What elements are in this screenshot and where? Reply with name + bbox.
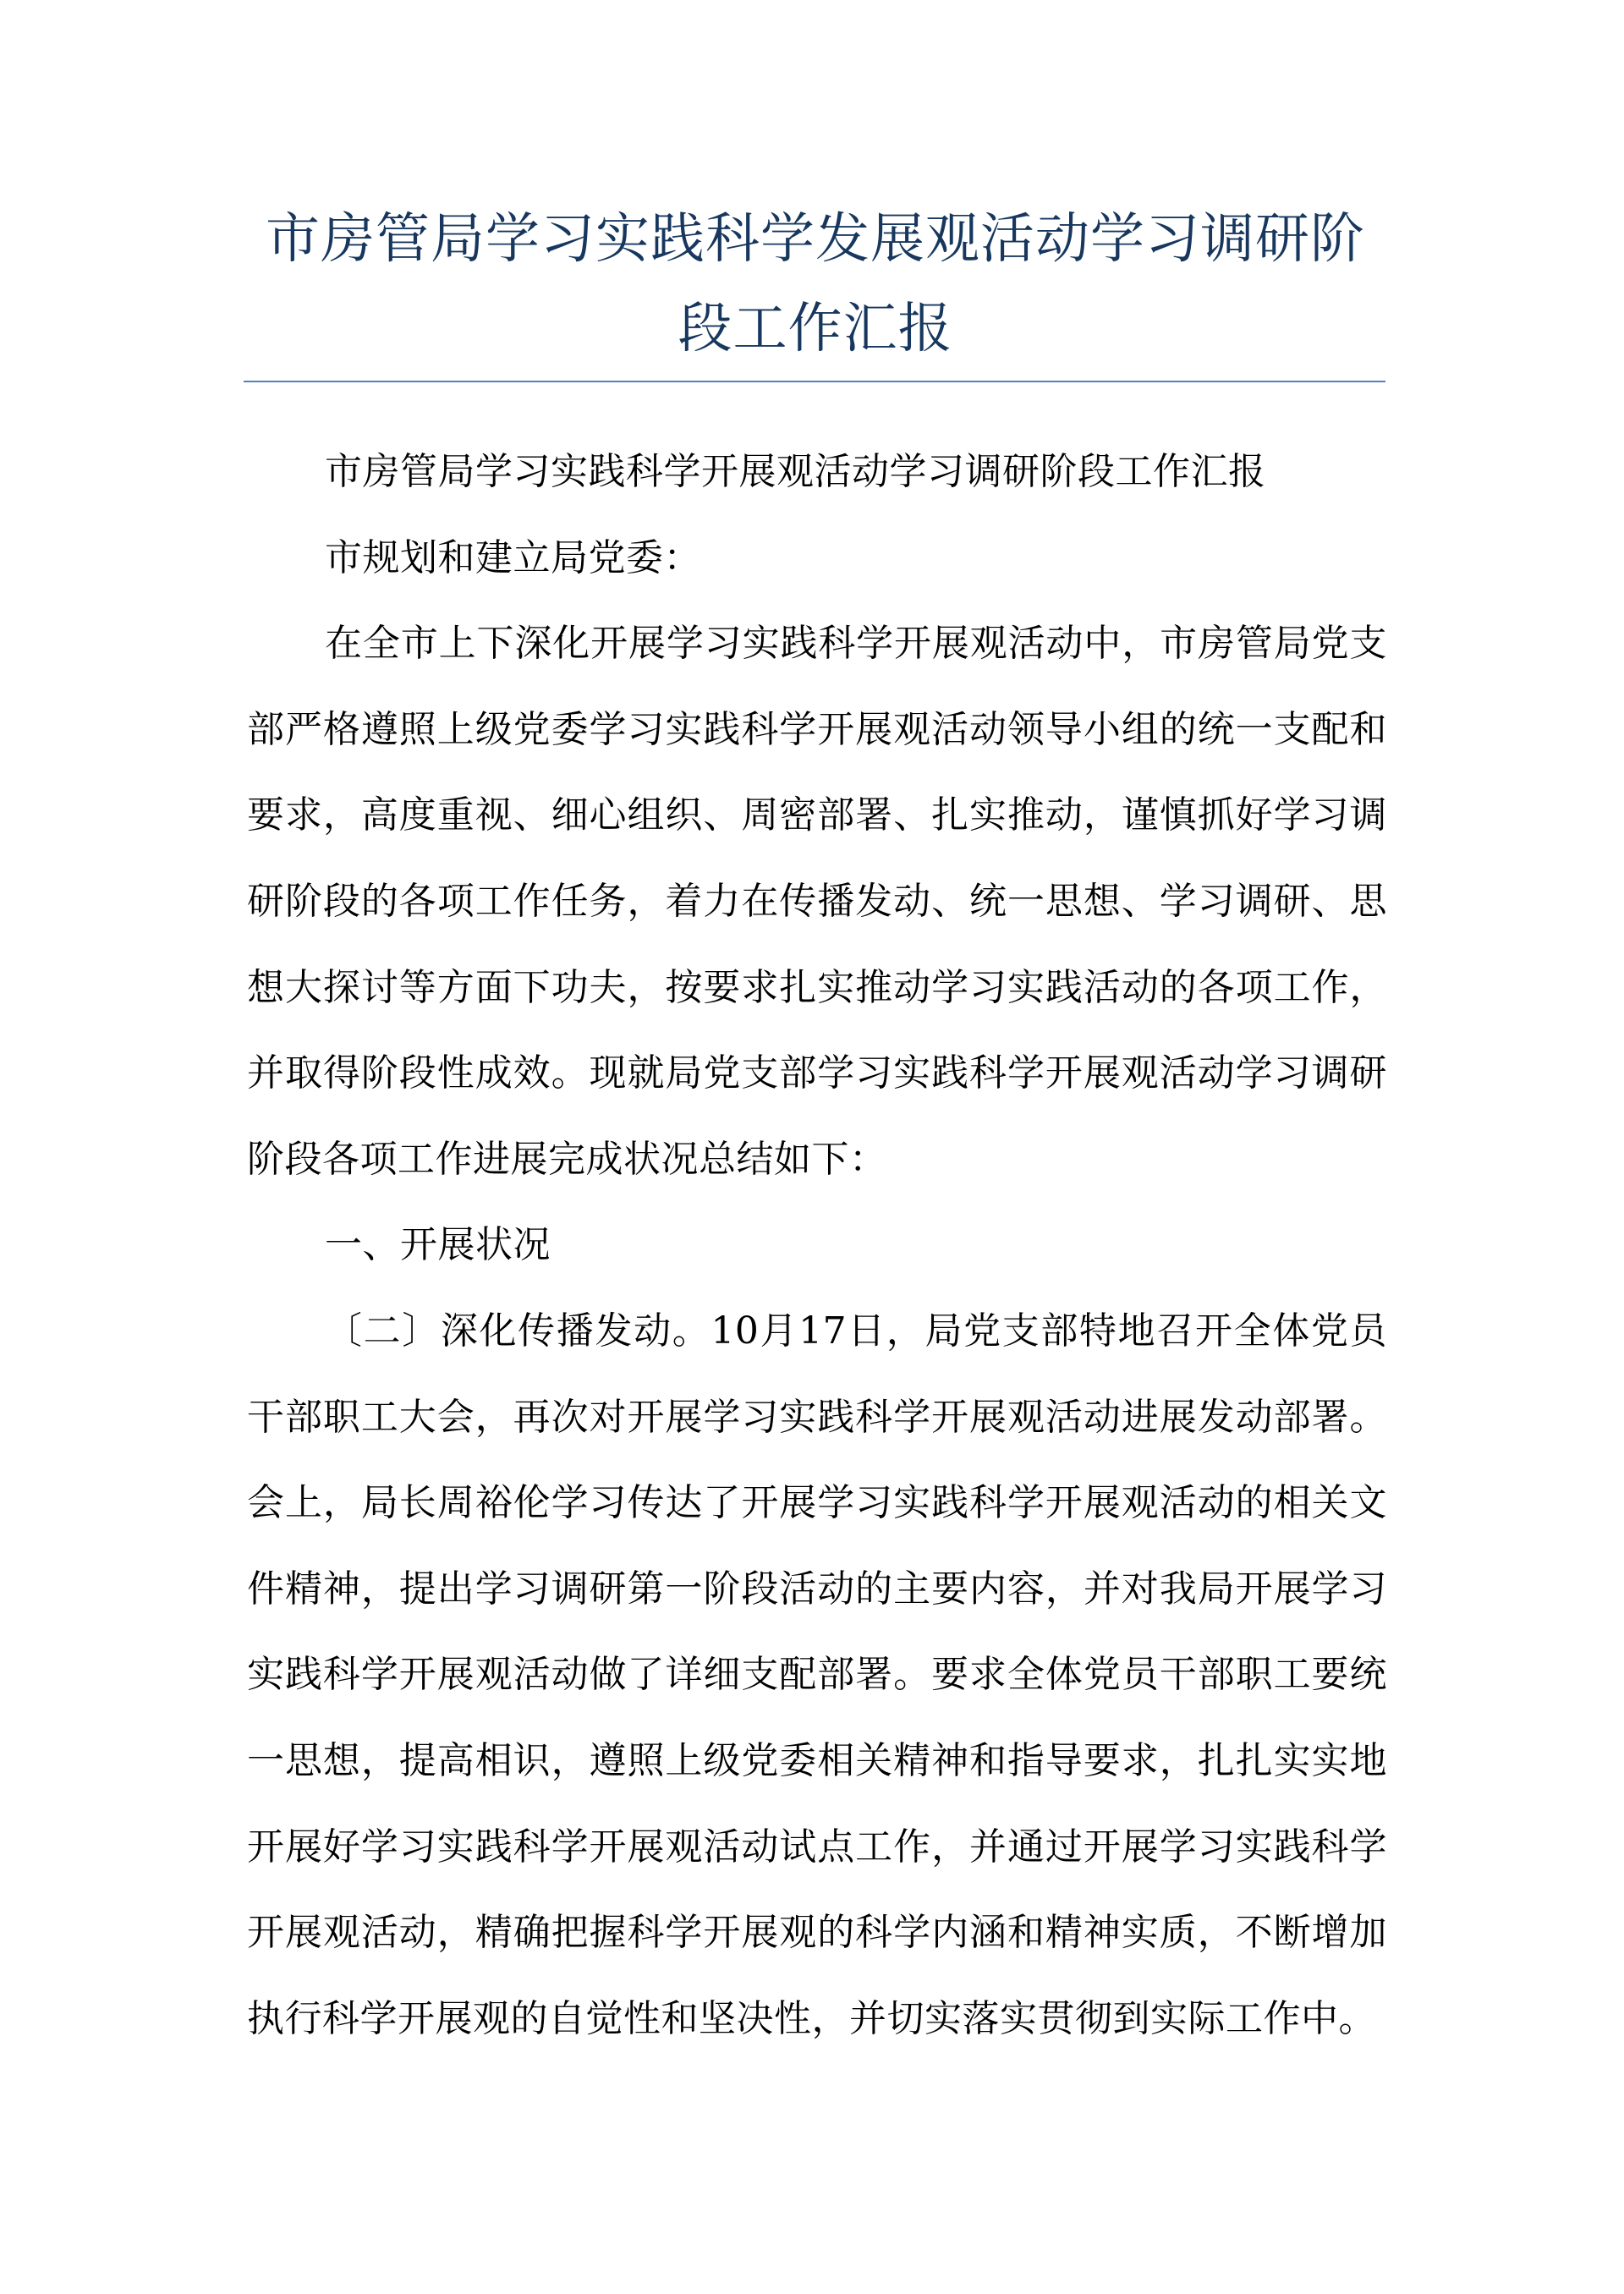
section-heading: 一、开展状况 (325, 1223, 551, 1267)
report-heading-line: 市房管局学习实践科学开展观活动学习调研阶段工作汇报 (325, 450, 1266, 493)
intro-paragraph: 在全市上下深化开展学习实践科学开展观活动中，市房管局党支部严格遵照上级党委学习实践科学开展观活动领导小组的统一支配和要求，高度重视、细心组织、周密部署、扎实推动，谨慎抓好学习调研阶段的各项工作任务，着力在传播发动、统一思想、学习调研、思想大探讨等方面下功夫，按要求扎实推动学习实践活动的各项工作，并取得阶段性成效。现就局党支部学习实践科学开展观活动学习调研阶段各项工作进展完成状况总结如下： (247, 622, 1387, 1181)
section-paragraph: 〔二〕深化传播发动。10月17日，局党支部特地召开全体党员干部职工大会，再次对开展学习实践科学开展观活动进展发动部署。会上，局长周裕伦学习传达了开展学习实践科学开展观活动的相关文件精神，提出学习调研第一阶段活动的主要内容，并对我局开展学习实践科学开展观活动做了详细支配部署。要求全体党员干部职工要统一思想，提高相识，遵照上级党委相关精神和指导要求，扎扎实实地开展好学习实践科学开展观活动试点工作，并通过开展学习实践科学开展观活动，精确把握科学开展观的科学内涵和精神实质，不断增加执行科学开展观的自觉性和坚决性，并切实落实贯彻到实际工作中。 (247, 1309, 1387, 2040)
title-divider (244, 381, 1385, 382)
document-title: 市房管局学习实践科学发展观活动学习调研阶段工作汇报 (266, 208, 1365, 360)
document-body (247, 429, 1387, 2061)
addressee-line: 市规划和建立局党委： (325, 535, 701, 579)
